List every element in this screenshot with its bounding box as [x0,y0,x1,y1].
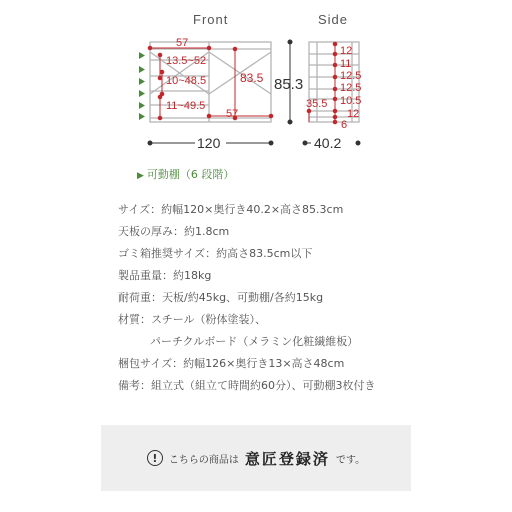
front-bottom-width-label: 57 [226,108,239,120]
spec-size: サイズ：約幅120×奥行き40.2×高さ85.3cm [118,203,344,216]
dimension-dot [158,95,162,99]
shelf-arrow-icon [139,113,145,120]
front-upper-range-label: 13.5~52 [166,55,207,67]
dimension-dot [148,46,152,50]
side-spacing-label: 12.5 [340,82,362,94]
spec-top-thickness: 天板の厚み：約1.8cm [118,225,230,238]
front-top-width-label: 57 [176,37,189,49]
side-depth-label: 40.2 [314,135,342,151]
dimension-dot [207,46,211,50]
spec-material: 材質：スチール（粉体塗装）、 [118,313,267,326]
movable-shelf-label: 可動棚（6 段階） [146,168,235,181]
diagram-svg [0,0,512,190]
exclamation-icon: ! [147,450,163,466]
spec-weight: 製品重量：約18kg [118,269,212,282]
front-middle-range-label: 10~48.5 [166,75,207,87]
spec-notes: 備考：組立式（組立て時間約60分）、可動棚3枚付き [118,379,376,392]
spec-material-continued: パーチクルボード（メラミン化粧繊維板） [150,335,359,348]
side-spacing-label: 12 [347,108,360,120]
spec-package-size: 梱包サイズ：約幅126×奥行き13×高さ48cm [118,357,345,370]
shelf-arrow-icon [139,90,145,97]
notice-prefix: こちらの商品は [168,454,239,466]
front-inner-height-label: 83.5 [240,71,264,85]
side-spacing-label: 10.5 [340,95,362,107]
spec-load-capacity: 耐荷重：天板/約45kg、可動棚/各約15kg [118,291,324,304]
shelf-arrow-icon [139,78,145,85]
movable-shelf-note [137,166,234,182]
dimension-dot [233,47,237,51]
triangle-marker-icon: ▶ [137,171,144,181]
notice-emphasis: 意匠登録済 [244,449,330,468]
shelf-arrow-icon [139,52,145,59]
front-total-width-label: 120 [197,135,221,151]
shelf-arrow-icon [139,66,145,73]
front-view-title: Front [193,12,229,27]
dimension-dot [160,70,164,74]
dimension-dot [158,76,162,80]
front-total-height-label: 85.3 [274,76,304,93]
shelf-position-arrows [139,52,145,120]
side-bottom-gap-label: 35.5 [306,98,328,110]
side-spacing-label: 12.5 [340,70,362,82]
side-spacing-label: 12 [340,45,353,57]
notice-suffix: です。 [335,454,366,466]
dimension-dot [207,114,211,118]
spec-trash-can-size: ゴミ箱推奨サイズ：約高さ83.5cm以下 [118,247,313,260]
dimension-diagram [0,0,512,190]
shelf-arrow-icon [139,102,145,109]
dimension-dot [269,114,273,118]
side-spacing-label: 11 [340,58,352,70]
dimension-dot [158,116,162,120]
side-view-title: Side [318,12,349,27]
side-spacing-label: 6 [341,119,348,131]
front-lower-range-label: 11~49.5 [166,100,206,112]
dimension-dot [158,53,162,57]
design-registration-notice [101,425,411,491]
